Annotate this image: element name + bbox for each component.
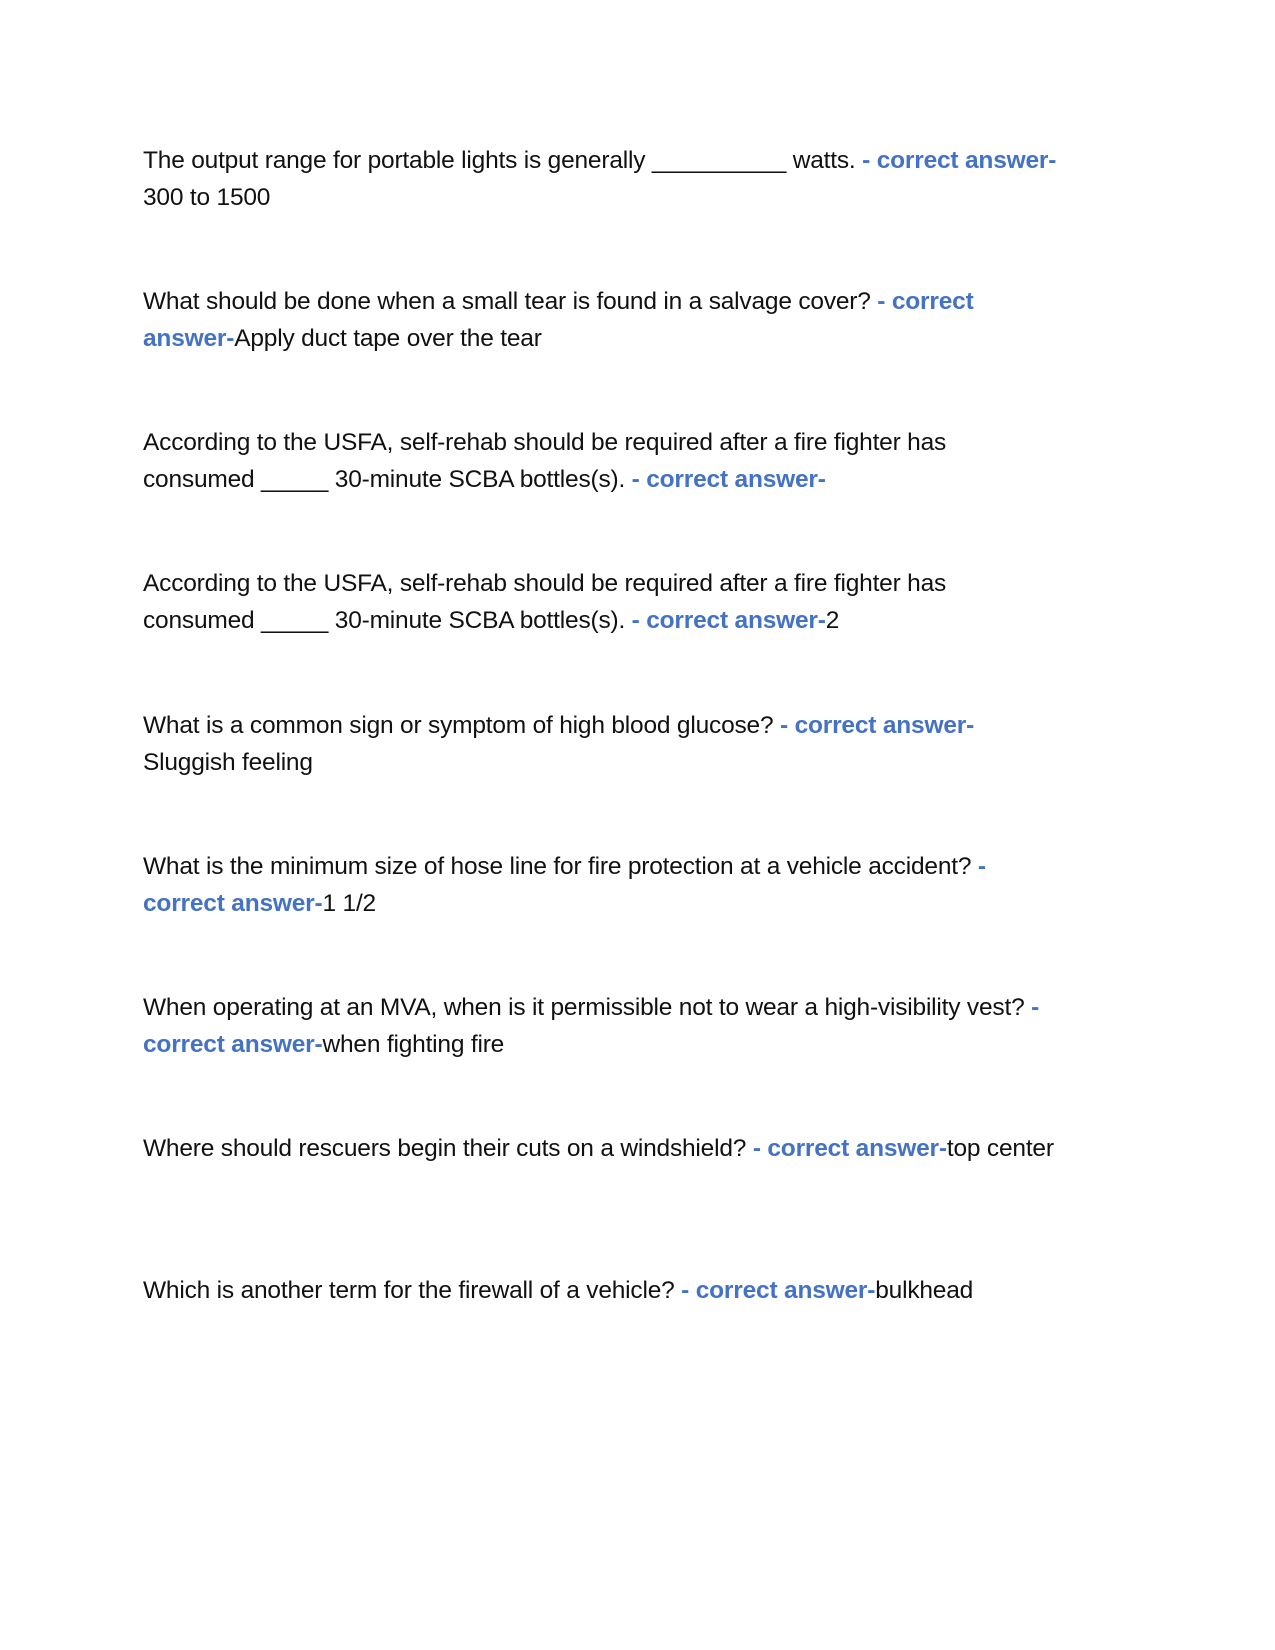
question-text: Where should rescuers begin their cuts on a windshield? bbox=[143, 1135, 753, 1162]
qa-item-8 bbox=[143, 1130, 1063, 1167]
question-text: Which is another term for the firewall of a vehicle? bbox=[143, 1277, 682, 1304]
qa-item-3 bbox=[143, 424, 1063, 498]
question-text: What is the minimum size of hose line for fire protection at a vehicle accident? bbox=[143, 853, 978, 880]
question-text: When operating at an MVA, when is it permissible not to wear a high-visibility vest? bbox=[143, 994, 1032, 1021]
question-text: According to the USFA, self-rehab should be required after a fire fighter has consumed _____ 30-minute SCBA bottles(s). bbox=[143, 570, 947, 634]
answer-marker: - correct answer- bbox=[780, 712, 975, 739]
answer-text: bulkhead bbox=[875, 1277, 974, 1304]
qa-item-6 bbox=[143, 848, 1063, 922]
question-text: According to the USFA, self-rehab should be required after a fire fighter has consumed _____ 30-minute SCBA bottles(s). bbox=[143, 429, 947, 493]
question-text: What is a common sign or symptom of high blood glucose? bbox=[143, 712, 780, 739]
qa-item-2 bbox=[143, 283, 1063, 357]
qa-item-9 bbox=[143, 1272, 1063, 1309]
answer-marker: - correct answer- bbox=[752, 1135, 947, 1162]
qa-item-7 bbox=[143, 989, 1063, 1063]
answer-text: top center bbox=[946, 1135, 1054, 1162]
qa-item-5 bbox=[143, 707, 1063, 781]
answer-marker: - correct answer- bbox=[143, 288, 974, 352]
answer-text: Apply duct tape over the tear bbox=[234, 325, 542, 352]
qa-item-1 bbox=[143, 142, 1063, 216]
answer-text: 1 1/2 bbox=[322, 890, 376, 917]
qa-item-4 bbox=[143, 565, 1063, 639]
answer-text: when fighting fire bbox=[322, 1031, 505, 1058]
answer-text: Sluggish feeling bbox=[143, 749, 313, 776]
answer-text: 300 to 1500 bbox=[143, 184, 271, 211]
question-text: The output range for portable lights is generally __________ watts. bbox=[143, 147, 863, 174]
answer-marker: - correct answer- bbox=[681, 1277, 876, 1304]
answer-marker: - correct answer- bbox=[143, 853, 986, 917]
answer-marker: - correct answer- bbox=[631, 466, 826, 493]
answer-marker: - correct answer- bbox=[143, 994, 1040, 1058]
question-text: What should be done when a small tear is found in a salvage cover? bbox=[143, 288, 878, 315]
answer-text: 2 bbox=[825, 607, 840, 634]
answer-marker: - correct answer- bbox=[862, 147, 1057, 174]
answer-marker: - correct answer- bbox=[631, 607, 826, 634]
